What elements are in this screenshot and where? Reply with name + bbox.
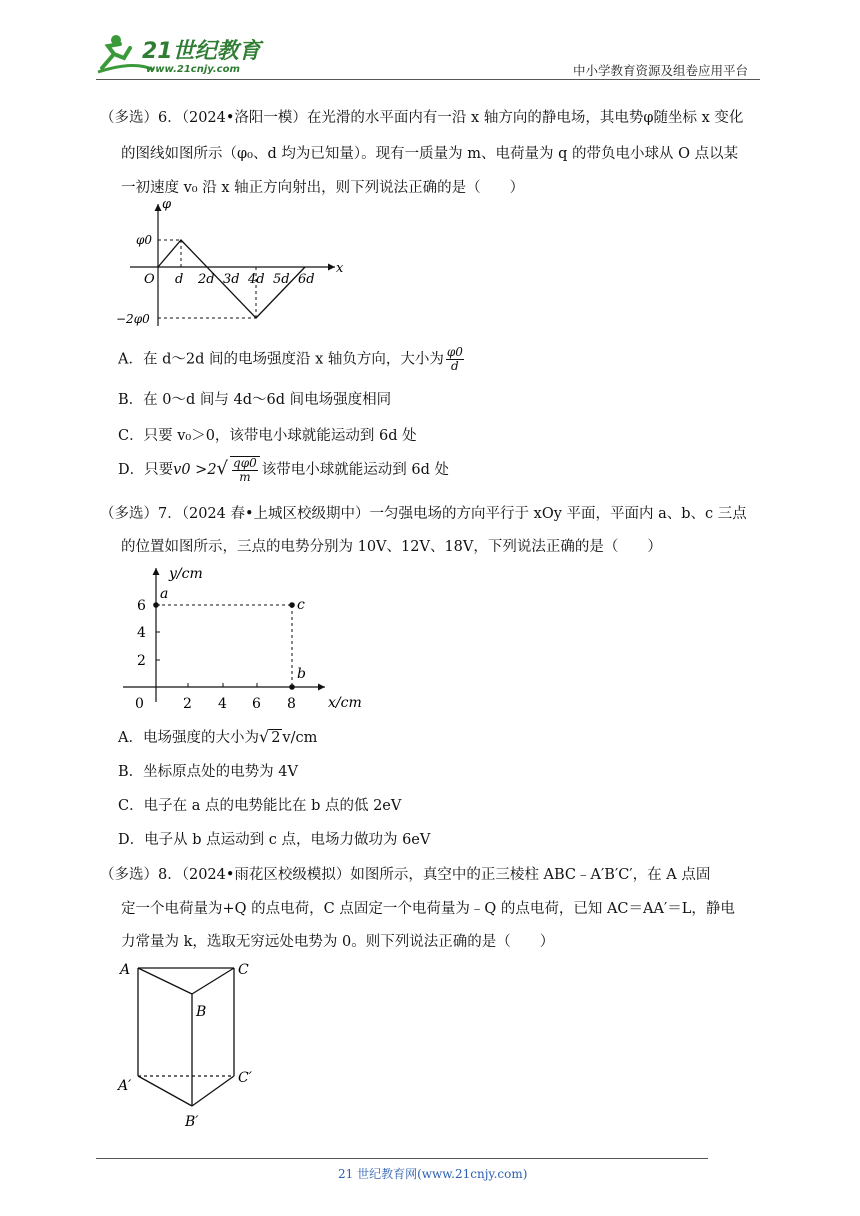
q6-tick-2d: 2d (198, 272, 215, 287)
q6-option-b[interactable]: B．在 0～d 间与 4d～6d 间电场强度相同 (118, 392, 392, 408)
q8-label-b-prime: B′ (185, 1114, 199, 1130)
q7-label-a: a (160, 586, 169, 602)
q6-neg-phi0-label: −2φ0 (116, 312, 150, 326)
q6-option-a-text: A．在 d～2d 间的电场强度沿 x 轴负方向，大小为 (118, 351, 444, 368)
q7-point-b (289, 684, 295, 690)
q6-option-a-fraction (446, 346, 464, 373)
q7-option-a-unit: v/cm (282, 730, 318, 746)
q8-label-c: C (238, 962, 249, 978)
q8-line3: 力常量为 k，选取无穷远处电势为 0。则下列说法正确的是（ ） (121, 934, 555, 950)
q7-ytick-2: 2 (137, 653, 146, 669)
footer-link[interactable]: 21 世纪教育网(www.21cnjy.com) (338, 1167, 528, 1181)
q6-line1: （多选）6．（2024•洛阳一模）在光滑的水平面内有一沿 x 轴方向的静电场，其电势φ随坐标 x 变化 (100, 110, 744, 126)
runner-logo-icon (94, 30, 264, 76)
logo-main: 21世纪教育 (142, 39, 261, 64)
header-logo (94, 30, 264, 76)
q6-potential-graph (110, 196, 360, 336)
q7-x-label: x/cm (328, 695, 362, 711)
q7-point-a (153, 602, 159, 608)
q6-tick-6d: 6d (298, 272, 315, 287)
q6-origin: O (144, 272, 155, 287)
header-platform-text: 中小学教育资源及组卷应用平台 (573, 63, 749, 78)
q7-xtick-8: 8 (287, 696, 296, 712)
q6-option-d-den: m (239, 470, 251, 484)
q8-label-c-prime: C′ (238, 1070, 252, 1086)
q6-option-d-v: v0 >2 (173, 462, 217, 478)
q6-option-d-fraction (230, 456, 260, 484)
q6-option-a-den: d (451, 359, 459, 373)
header-divider (96, 79, 760, 80)
q6-option-c[interactable]: C．只要 v₀＞0，该带电小球就能运动到 6d 处 (118, 428, 417, 444)
q6-option-a[interactable] (118, 346, 466, 373)
q6-option-d-pre: D．只要 (118, 462, 174, 478)
q7-xtick-4: 4 (218, 696, 227, 712)
q7-option-a-text: A．电场强度的大小为 (118, 730, 259, 746)
q7-y-label: y/cm (169, 566, 203, 582)
q6-option-a-num: φ0 (446, 345, 463, 359)
sqrt-icon: √ (258, 727, 270, 746)
q8-line1: （多选）8．（2024•雨花区校级模拟）如图所示，真空中的正三棱柱 ABC﹣A′B′C′，在 A 点固 (100, 867, 711, 883)
q7-option-a[interactable] (118, 726, 317, 747)
q7-option-c[interactable]: C．电子在 a 点的电势能比在 b 点的低 2eV (118, 798, 402, 814)
q6-line2: 的图线如图所示（φ₀、d 均为已知量）。现有一质量为 m、电荷量为 q 的带负电小球从 O 点以某 (121, 146, 739, 162)
q7-coordinate-graph (115, 562, 375, 714)
q6-y-label: φ (162, 197, 172, 212)
q6-option-d[interactable] (118, 456, 449, 484)
q7-label-c: c (297, 597, 305, 613)
q6-option-d-num: qφ0 (233, 456, 257, 470)
q7-xtick-2: 2 (183, 696, 192, 712)
q7-ytick-6: 6 (137, 598, 146, 614)
logo-sub: www.21cnjy.com (146, 64, 240, 75)
q6-tick-d: d (175, 272, 184, 287)
q7-option-d[interactable]: D．电子从 b 点运动到 c 点，电场力做功为 6eV (118, 832, 431, 848)
q6-line3: 一初速度 v₀ 沿 x 轴正方向射出，则下列说法正确的是（ ） (121, 180, 525, 196)
q6-x-label: x (336, 261, 344, 276)
q7-line1: （多选）7．（2024 春•上城区校级期中）一匀强电场的方向平行于 xOy 平面，平面内 a、b、c 三点 (100, 506, 747, 522)
q6-tick-3d: 3d (223, 272, 240, 287)
q7-option-b[interactable]: B．坐标原点处的电势为 4V (118, 764, 298, 780)
q6-option-d-post: 该带电小球就能运动到 6d 处 (261, 462, 449, 478)
q7-ytick-4: 4 (137, 625, 146, 641)
q6-tick-5d: 5d (273, 272, 290, 287)
footer-divider (96, 1158, 708, 1159)
q6-tick-4d: 4d (248, 272, 265, 287)
q8-line2: 定一个电荷量为+Q 的点电荷，C 点固定一个电荷量为﹣Q 的点电荷，已知 AC＝AA′＝L，静电 (121, 901, 735, 917)
q8-label-a-prime: A′ (118, 1078, 132, 1094)
q7-point-c (289, 602, 295, 608)
q7-label-b: b (297, 666, 306, 682)
q6-phi0-label: φ0 (136, 233, 153, 247)
q7-origin: 0 (135, 696, 144, 712)
q7-xtick-6: 6 (252, 696, 261, 712)
q7-option-a-root: 2 (271, 730, 281, 746)
q8-label-a: A (120, 962, 131, 978)
q8-label-b: B (196, 1004, 207, 1020)
sqrt-icon: √ (216, 458, 229, 479)
q7-line2: 的位置如图所示，三点的电势分别为 10V、12V、18V，下列说法正确的是（ ） (121, 539, 662, 555)
q8-prism-diagram (110, 954, 270, 1134)
